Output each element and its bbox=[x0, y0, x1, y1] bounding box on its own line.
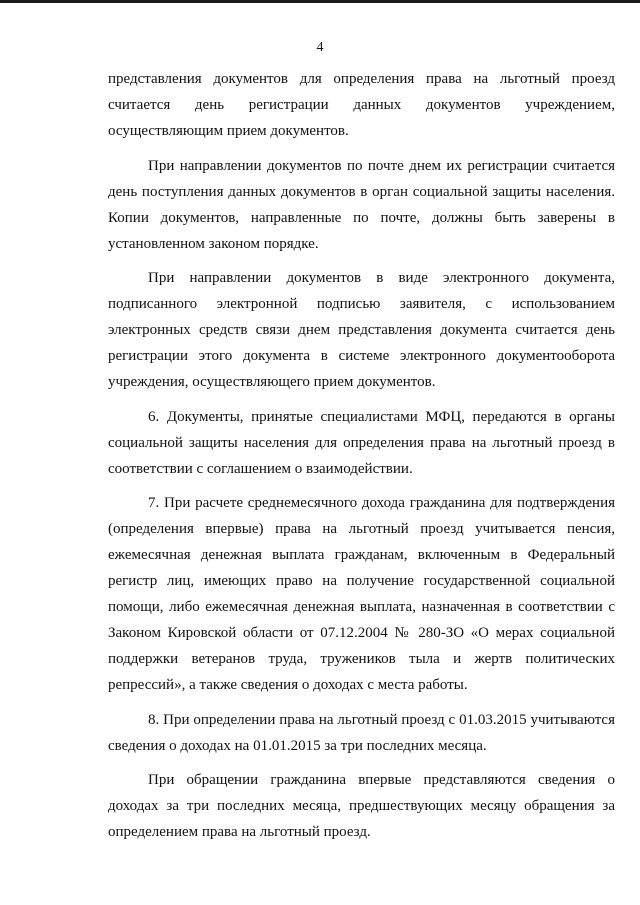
top-edge-rule bbox=[0, 0, 640, 3]
paragraph-item-6: 6. Документы, принятые специалистами МФЦ, передаются в органы социальной защиты населения для определения права на льготный проезд в соответствии с соглашением о взаимодействии. bbox=[108, 408, 615, 477]
paragraph-continuation: представления документов для определения права на льготный проезд считается день регистрации данных документов учреждением, осуществляющим прием документов. bbox=[108, 71, 615, 139]
paragraph-item-8: 8. При определении права на льготный проезд с 01.03.2015 учитываются сведения о доходах на 01.01.2015 за три последних месяца. bbox=[108, 711, 615, 754]
paragraph-electronic-submission: При направлении документов в виде электронного документа, подписанного электронной подписью заявителя, с использованием электронных средств связи днем представления документа считается день регистрации этого документа в системе электронного документооборота учреждения, осуществляющего прием документов. bbox=[108, 270, 615, 390]
document-body bbox=[108, 66, 615, 854]
page-number: 4 bbox=[316, 40, 324, 55]
paragraph-mail-submission: При направлении документов по почте днем их регистрации считается день поступления данных документов в орган социальной защиты населения. Копии документов, направленные по почте, должны быть заверены в установленном законом порядке. bbox=[108, 157, 615, 252]
paragraph-item-7: 7. При расчете среднемесячного дохода гражданина для подтверждения (определения впервые) права на льготный проезд учитывается пенсия, ежемесячная денежная выплата гражданам, включенным в Федеральный регистр лиц, имеющих право на получение государственной социальной помощи, либо ежемесячная денежная выплата, назначенная в соответствии с Законом Кировской области от 07.12.2004 № 280-ЗО «О мерах социальной поддержки ветеранов труда, тружеников тыла и жертв политических репрессий», а также сведения о доходах с места работы. bbox=[108, 495, 615, 693]
paragraph-first-application: При обращении гражданина впервые представляются сведения о доходах за три последних месяца, предшествующих месяцу обращения за определением права на льготный проезд. bbox=[108, 772, 615, 840]
